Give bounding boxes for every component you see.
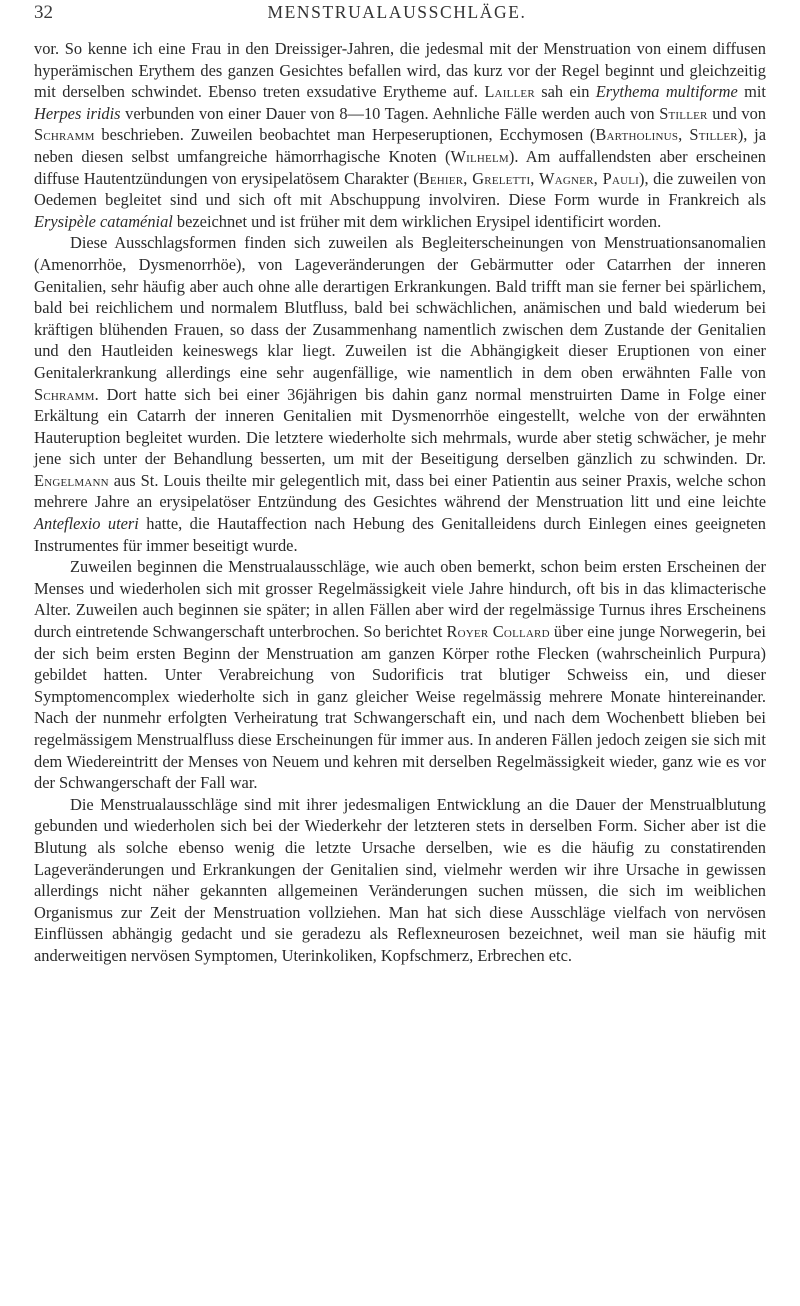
page-header (34, 2, 760, 26)
author-name: Wilhelm (450, 146, 509, 166)
text-run: und von (707, 103, 766, 123)
text-run: mit (737, 82, 766, 102)
text-run: vor. So kenne ich eine Frau in den Dreissiger-Jahren, die jedesmal mit der Menstruation von einem diffusen hyperämischen Erythem des ganzen Gesichtes befallen wird, das kurz vor der Regel beginnt und gleichzeitig mit derselben schwindet. Ebenso treten exsudative Erytheme auf. (34, 39, 766, 102)
latin-term: Herpes iridis (34, 103, 121, 123)
text-run: bezeichnet und ist früher mit dem wirklichen Erysipel identificirt worden. (172, 211, 662, 231)
page-number: 32 (34, 2, 53, 23)
text-run: Zuweilen beginnen die Menstrualausschläge, wie auch oben bemerkt, schon beim ersten Erscheinen der Menses und wiederholen sich mit grosser Regelmässigkeit viele Jahre hindurch, oft bis in das klimacterische Alter. Zuweilen auch beginnen sie später; in allen Fällen aber wird der regelmässige Turnus ihres Erscheinens durch eintretende Schwangerschaft unterbrochen. So berichtet (34, 557, 766, 642)
text-run: beschrieben. Zuweilen beobachtet man Herpeseruptionen, Ecchymosen ( (94, 125, 596, 145)
author-name: Behier, Greletti, Wagner, Pauli (418, 168, 640, 188)
text-run: ), die zuweilen von Oedemen begleitet sind und sich oft mit Abschuppung involviren. Diese Form wurde in Frankreich als (34, 168, 767, 210)
text-run: aus St. Louis theilte mir gelegentlich mit, dass bei einer Patientin aus seiner Praxis, welche schon mehrere Jahre an erysipelatöser Entzündung des Gesichtes während der Menstruation litt und eine leichte (34, 470, 766, 512)
text-run: verbunden von einer Dauer von 8—10 Tagen. Aehnliche Fälle werden auch von (120, 103, 660, 123)
running-title: MENSTRUALAUSSCHLÄGE. (267, 2, 527, 22)
author-name: Schramm (34, 384, 95, 404)
body-text (34, 38, 766, 967)
latin-term: Erythema multiforme (595, 82, 738, 102)
text-run: Die Menstrualausschläge sind mit ihrer jedesmaligen Entwicklung an die Dauer der Menstrualblutung gebunden und wiederholen sich bei der Wiederkehr der letzteren stets in derselben Form. Sicher aber ist die Blutung als solche ebenso wenig die letzte Ursache derselben, wie es die häufig zu constatirenden Lageveränderungen und Erkrankungen der Genitalien sind, vielmehr werden wir ihre Ursache in gewissen allerdings nicht näher gekannten allgemeinen Veränderungen suchen müssen, die sich im weiblichen Organismus zur Zeit der Menstruation vollziehen. Man hat sich diese Ausschläge vielfach von nervösen Einflüssen abhängig gedacht und sie geradezu als Reflexneurosen bezeichnet, weil man sie häufig mit anderweitigen nervösen Symptomen, Uterinkoliken, Kopfschmerz, Erbrechen etc. (34, 794, 766, 965)
author-name: Stiller (659, 103, 708, 123)
author-name: Schramm (34, 125, 95, 145)
text-run: ). Am auffallendsten aber erscheinen diffuse Hautentzündungen von erysipelatösem Charakter ( (34, 146, 766, 188)
paragraph-3 (34, 556, 766, 794)
latin-term: Erysipèle cataménial (34, 211, 173, 231)
paragraph-2 (34, 232, 766, 556)
author-name: Engelmann (34, 470, 109, 490)
latin-term: Anteflexio uteri (34, 514, 139, 534)
text-run: sah ein (534, 82, 596, 102)
text-run: über eine junge Norwegerin, bei der sich beim ersten Beginn der Menstruation am ganzen Körper rothe Flecken (wahrscheinlich Purpura) gebildet hatten. Unter Verabreichung von Sudorificis trat blutiger Schweiss ein, und dieser Symptomencomplex wiederholte sich in ganz gleicher Weise regelmässig mehrere Monate hintereinander. Nach der nunmehr erfolgten Verheiratung trat Schwangerschaft ein, und nach dem Wochenbett blieben bei regelmässigem Menstrualfluss diese Erscheinungen für immer aus. In anderen Fällen jedoch zeigen sie sich mit dem Wiedereintritt der Menses von Neuem und kehren mit derselben Regelmässigkeit wieder, ganz wie es vor der Schwangerschaft der Fall war. (34, 622, 766, 793)
author-name: Lailler (484, 82, 535, 102)
author-name: Royer Collard (446, 622, 550, 642)
paragraph-1 (34, 38, 766, 232)
text-run: Diese Ausschlagsformen finden sich zuweilen als Begleiterscheinungen von Menstruationsanomalien (Amenorrhöe, Dysmenorrhöe), von Lageveränderungen der Gebärmutter oder Catarrhen der inneren Genitalien, sehr häufig aber auch ohne alle derartigen Erkrankungen. Bald trifft man sie ferner bei spärlichem, bald bei reichlichem und normalem Blutfluss, bald bei schwächlichen, anämischen und bald wiederum bei kräftigen blühenden Frauen, so dass der Zusammenhang namentlich zwischen dem Zustande der Genitalien und den Hautleiden keineswegs klar liegt. Zuweilen ist die Abhängigkeit dieser Eruptionen von einer Genitalerkrankung allerdings eine sehr augenfällige, wie namentlich in dem oben erwähnten Falle von (34, 233, 766, 382)
text-run: ), ja neben diesen selbst umfangreiche hämorrhagische Knoten ( (34, 125, 766, 166)
author-name: Bartholinus, Stiller (595, 125, 738, 145)
text-run: . Dort hatte sich bei einer 36jährigen bis dahin ganz normal menstruirten Dame in Folge einer Erkältung ein Catarrh der inneren Genitalien mit Dysmenorrhöe eingestellt, welche von der erwähnten Hauteruption begleitet wurden. Die letztere wiederholte sich mehrmals, wurde aber stetig schwächer, je mehr jene sich unter der Behandlung besserten, um mit der Beseitigung derselben gänzlich zu schwinden. Dr. (34, 384, 766, 469)
text-run: hatte, die Hautaffection nach Hebung des Genitalleidens durch Einlegen eines geeigneten Instrumentes für immer beseitigt wurde. (34, 514, 767, 555)
paragraph-4 (34, 794, 766, 967)
